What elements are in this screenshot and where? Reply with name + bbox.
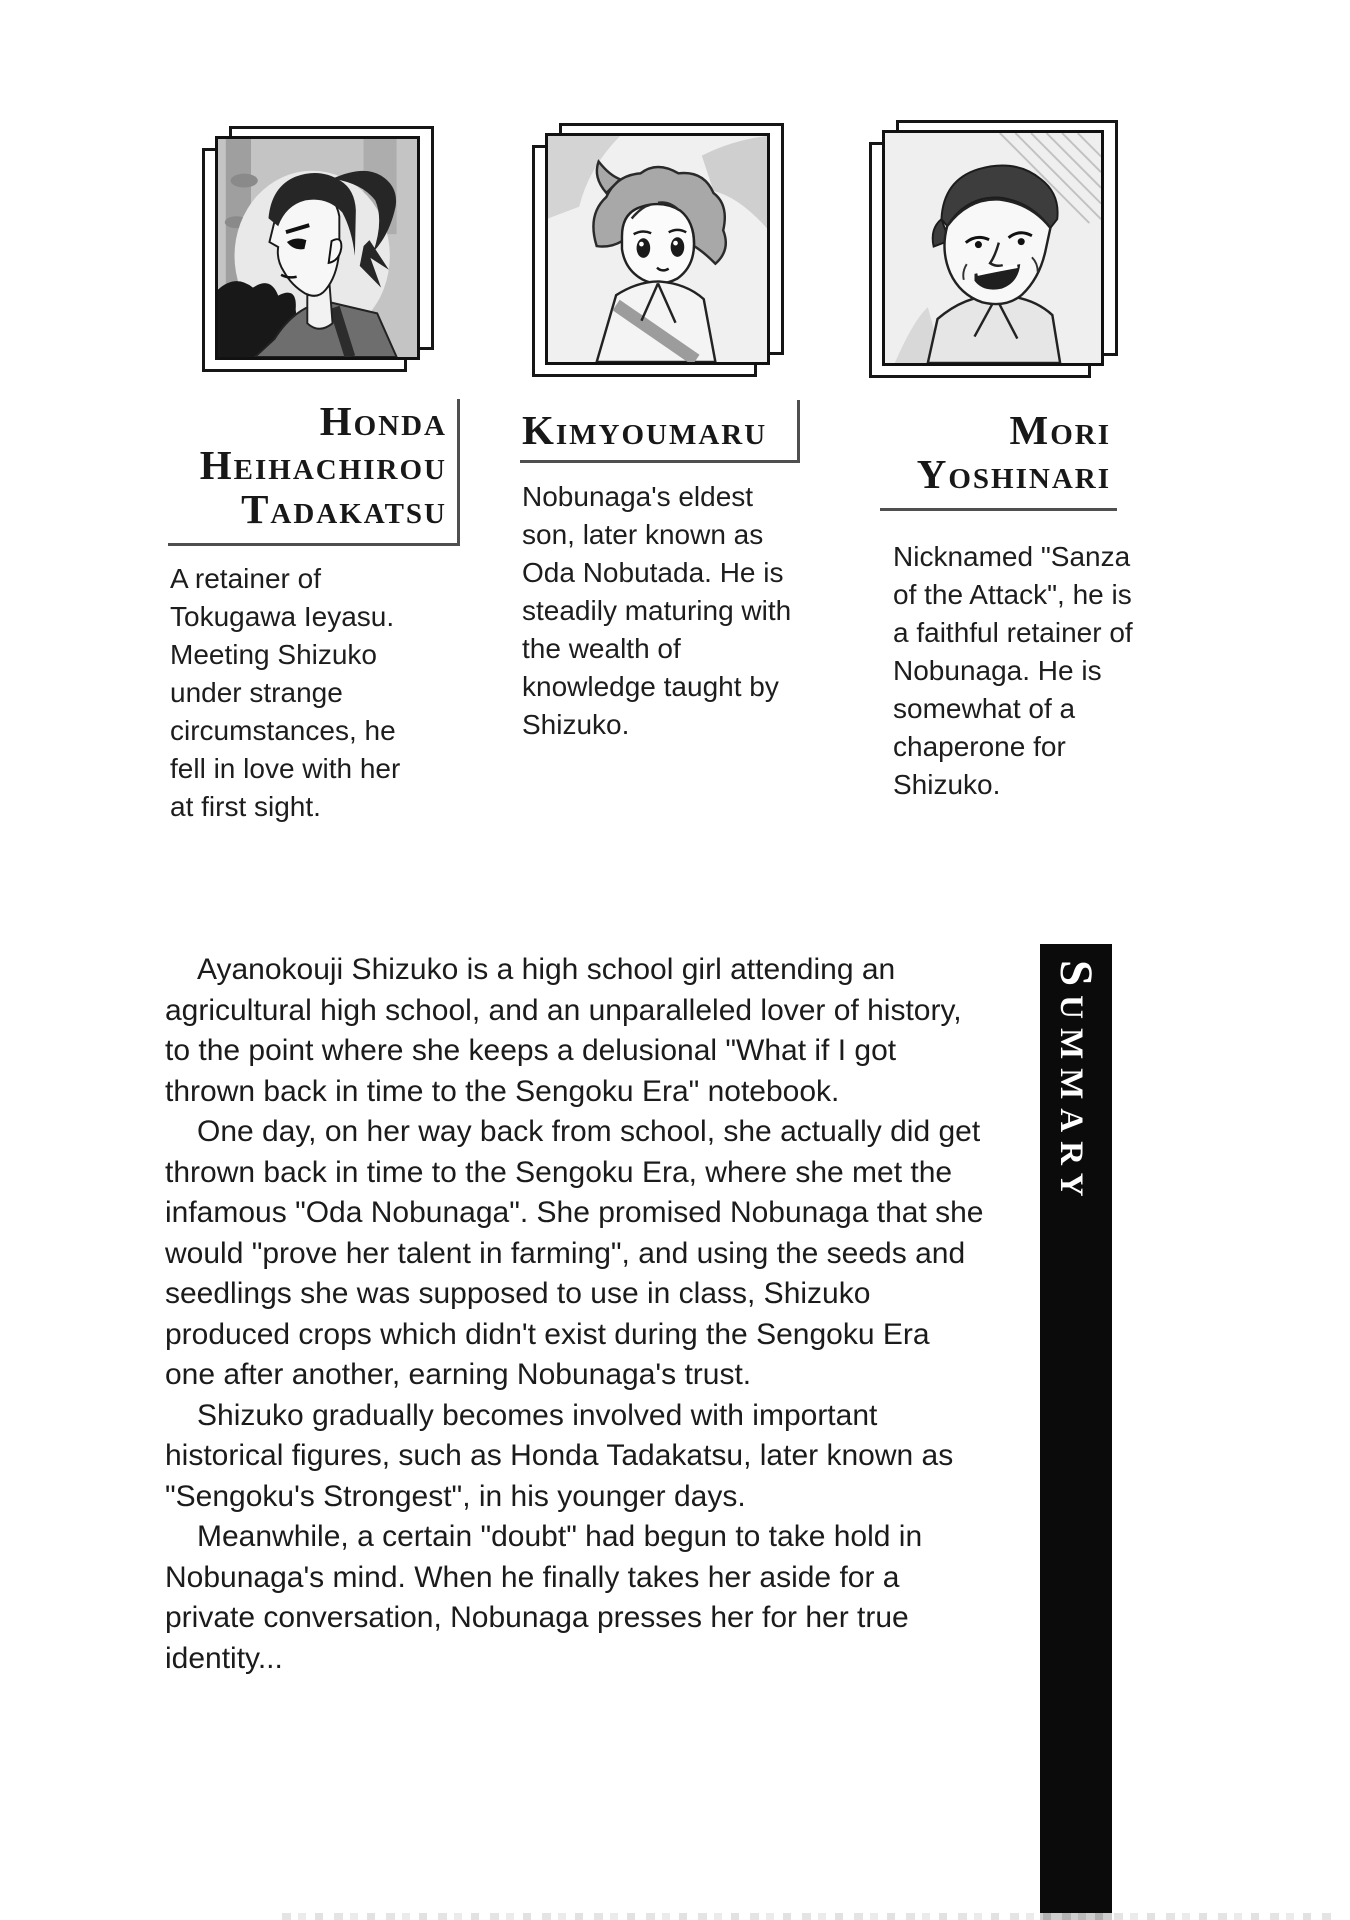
portrait-frame-mori — [882, 130, 1104, 366]
portrait-frame-kimyoumaru — [545, 133, 770, 365]
portrait-frame-honda — [215, 136, 420, 360]
cropped-credits-line — [282, 1913, 1334, 1920]
character-name-honda — [168, 399, 460, 546]
character-name-mori — [880, 408, 1117, 511]
summary-paragraph: Shizuko gradually becomes involved with important historical figures, such as Honda Tadakatsu, later known as "Sengoku's Strongest", in his younger days. — [165, 1398, 954, 1513]
character-description-kimyoumaru: Nobunaga's eldest son, later known as Oda Nobutada. He is steadily maturing with the wealth of knowledge taught by Shizuko. — [522, 481, 792, 740]
name-line: Mori — [1009, 407, 1111, 453]
summary-paragraph: Meanwhile, a certain "doubt" had begun to take hold in Nobunaga's mind. When he finally takes her aside for a private conversation, Nobunaga presses her for her true identity... — [165, 1520, 923, 1675]
summary-paragraph: Ayanokouji Shizuko is a high school girl attending an agricultural high school, and an unparalleled lover of history, to the point where she keeps a delusional "What if I got thrown back in time to the Sengoku Era" notebook. — [165, 953, 962, 1108]
mori-portrait-illustration — [885, 133, 1101, 363]
summary-sidebar-label: Summary — [1050, 960, 1102, 1206]
name-line: Heihachirou — [199, 442, 447, 488]
name-line: Kimyoumaru — [522, 407, 768, 453]
portrait-image-honda — [215, 136, 420, 360]
summary-sidebar — [1040, 944, 1112, 1920]
portrait-image-kimyoumaru — [545, 133, 770, 365]
honda-portrait-illustration — [218, 139, 417, 357]
character-name-kimyoumaru — [520, 400, 800, 463]
character-description-mori: Nicknamed "Sanza of the Attack", he is a faithful retainer of Nobunaga. He is somewhat of a chaperone for Shizuko. — [893, 541, 1133, 800]
name-line: Tadakatsu — [241, 486, 447, 532]
kimyoumaru-portrait-illustration — [548, 136, 767, 362]
character-description-honda: A retainer of Tokugawa Ieyasu. Meeting Shizuko under strange circumstances, he fell in love with her at first sight. — [170, 563, 401, 822]
portrait-image-mori — [882, 130, 1104, 366]
name-line: Yoshinari — [916, 451, 1111, 497]
name-line: Honda — [319, 398, 447, 444]
summary-text-block — [165, 950, 987, 1679]
summary-paragraph: One day, on her way back from school, she actually did get thrown back in time to the Sengoku Era, where she met the infamous "Oda Nobunaga". She promised Nobunaga that she would "prove her talent in farming", and using the seeds and seedlings she was supposed to use in class, Shizuko produced crops which didn't exist during the Sengoku Era one after another, earning Nobunaga's trust. — [165, 1115, 984, 1391]
